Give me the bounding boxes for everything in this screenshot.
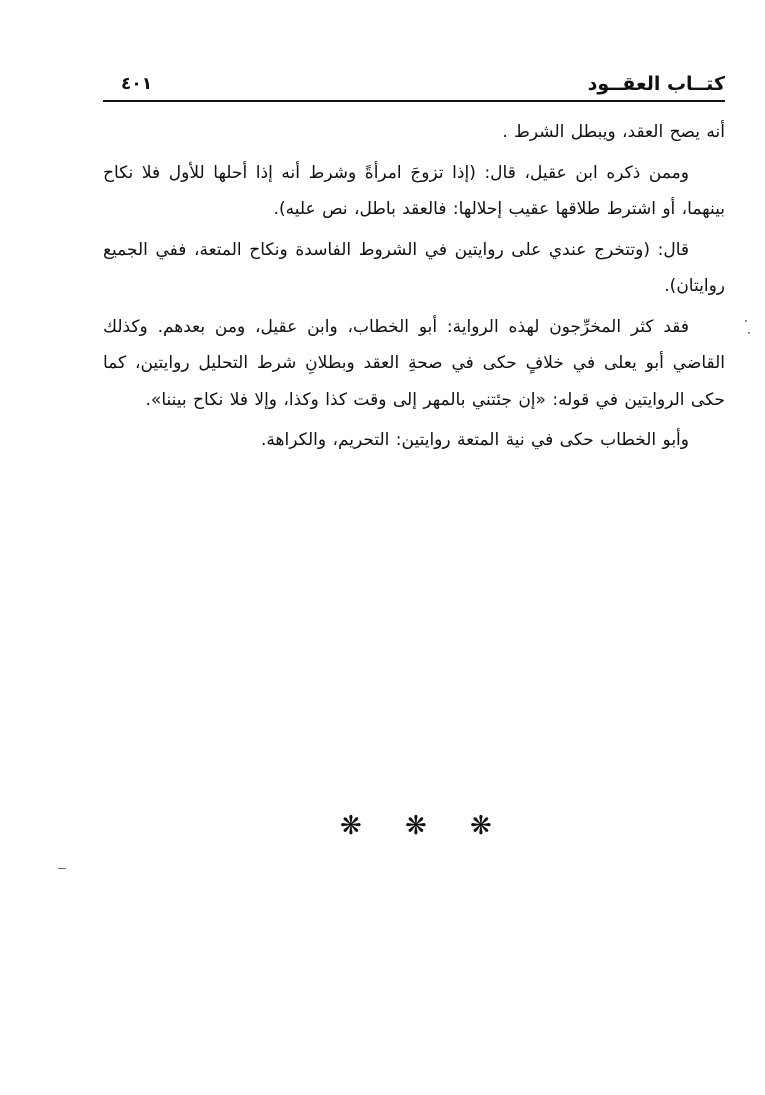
- paragraph-4: فقد كثر المخرِّجون لهذه الرواية: أبو الخطاب، وابن عقيل، ومن بعدهم. وكذلك القاضي أبو يعلى في خلافٍ حكى في صحةِ العقد وبطلانِ شرط التحليل روايتين، كما حكى الروايتين في قوله: «إن جئتني بالمهر إلى وقت كذا وكذا، وإلا فلا نكاح بيننا».: [103, 316, 725, 410]
- section-separator: [0, 808, 765, 844]
- asterism-star-icon: ❋: [340, 811, 362, 841]
- scan-speck: [745, 320, 747, 322]
- scan-speck: [58, 868, 66, 869]
- paragraph-2: وممن ذكره ابن عقيل، قال: (إذا تزوجَ امرأةً وشرط أنه إذا أحلها للأول فلا نكاح بينهما، أو اشترط طلاقها عقيب إحلالها: فالعقد باطل، نص عليه).: [103, 162, 725, 219]
- paragraph-5: وأبو الخطاب حكى في نية المتعة روايتين: التحريم، والكراهة.: [260, 430, 689, 450]
- page-number: ٤٠١: [121, 74, 153, 94]
- running-header: [103, 70, 725, 100]
- header-title: كتــاب العقــود: [587, 73, 725, 95]
- scan-speck: [748, 332, 750, 334]
- paragraph-3: قال: (وتتخرج عندي على روايتين في الشروط الفاسدة ونكاح المتعة، ففي الجميع روايتان).: [103, 239, 725, 296]
- body-text: [103, 114, 725, 459]
- paragraph-1: أنه يصح العقد، ويبطل الشرط .: [502, 122, 725, 142]
- asterism-star-icon: ❋: [470, 811, 492, 841]
- header-rule: [103, 100, 725, 102]
- asterism-star-icon: ❋: [405, 811, 427, 841]
